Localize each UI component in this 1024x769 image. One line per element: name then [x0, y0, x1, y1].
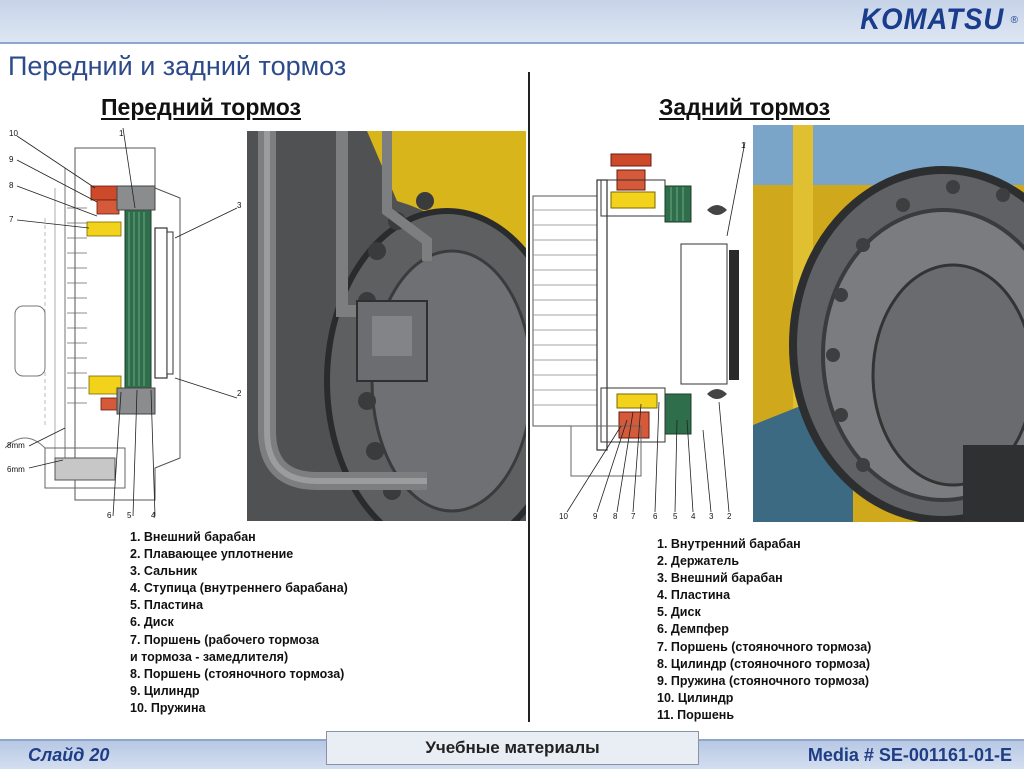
- rear-brake-diagram: [531, 140, 751, 520]
- slide-title: Передний и задний тормоз: [8, 51, 347, 81]
- rear-label-6: 6: [653, 512, 658, 520]
- list-item: 8. Поршень (стояночного тормоза): [130, 666, 345, 681]
- list-item: и тормоза - замедлителя): [130, 649, 289, 664]
- rear-label-7: 7: [631, 512, 636, 520]
- front-label-8mm: 8mm: [7, 441, 25, 450]
- rear-label-10: 10: [559, 512, 568, 520]
- front-label-4: 4: [151, 511, 156, 520]
- list-item: 3. Сальник: [130, 564, 198, 579]
- list-item: 9. Цилиндр: [130, 683, 200, 698]
- rear-brake-photo: [753, 125, 1024, 522]
- rear-label-3: 3: [709, 512, 714, 520]
- logo-text: KOMATSU: [860, 3, 1005, 36]
- rear-label-9: 9: [593, 512, 598, 520]
- list-item: 9. Пружина (стояночного тормоза): [657, 673, 870, 688]
- front-label-7: 7: [9, 215, 14, 224]
- list-item: 11. Поршень: [657, 707, 735, 722]
- front-label-3: 3: [237, 201, 242, 210]
- front-label-1: 1: [119, 129, 124, 138]
- media-code: Media # SE-001161-01-E: [807, 745, 1012, 765]
- komatsu-logo: [854, 4, 1018, 36]
- list-item: 1. Внешний барабан: [130, 530, 256, 544]
- list-item: 10. Пружина: [130, 700, 206, 715]
- front-brake-parts-list: [130, 529, 348, 717]
- center-divider: [528, 72, 530, 722]
- list-item: 6. Демпфер: [657, 622, 729, 637]
- list-item: 4. Пластина: [657, 588, 731, 603]
- rear-label-8: 8: [613, 512, 618, 520]
- list-item: 6. Диск: [130, 615, 174, 630]
- front-label-9: 9: [9, 155, 14, 164]
- front-label-10: 10: [9, 129, 18, 138]
- list-item: 5. Пластина: [130, 598, 204, 613]
- rear-brake-parts-list: [657, 536, 871, 724]
- list-item: 5. Диск: [657, 605, 701, 620]
- list-item: 1. Внутренний барабан: [657, 537, 801, 551]
- rear-label-5: 5: [673, 512, 678, 520]
- rear-label-1: 1: [741, 141, 746, 150]
- list-item: 3. Внешний барабан: [657, 571, 783, 586]
- list-item: 2. Плавающее уплотнение: [130, 547, 294, 562]
- list-item: 7. Поршень (стояночного тормоза): [657, 639, 872, 654]
- front-label-2: 2: [237, 389, 242, 398]
- slide-number: Слайд 20: [28, 745, 110, 765]
- list-item: 8. Цилиндр (стояночного тормоза): [657, 656, 871, 671]
- list-item: 10. Цилиндр: [657, 690, 734, 705]
- registered-mark: ®: [1010, 14, 1018, 26]
- rear-label-4: 4: [691, 512, 696, 520]
- rear-label-2: 2: [727, 512, 732, 520]
- list-item: 7. Поршень (рабочего тормоза: [130, 632, 320, 647]
- front-brake-heading: Передний тормоз: [101, 94, 301, 120]
- front-brake-photo: [247, 131, 526, 521]
- front-label-6mm: 6mm: [7, 465, 25, 474]
- rear-brake-heading: Задний тормоз: [659, 94, 831, 120]
- front-label-8: 8: [9, 181, 14, 190]
- list-item: 2. Держатель: [657, 554, 740, 569]
- front-label-6: 6: [107, 511, 112, 520]
- training-materials-label: Учебные материалы: [326, 731, 699, 765]
- front-brake-diagram: [5, 128, 245, 520]
- front-label-5: 5: [127, 511, 132, 520]
- list-item: 4. Ступица (внутреннего барабана): [130, 581, 348, 596]
